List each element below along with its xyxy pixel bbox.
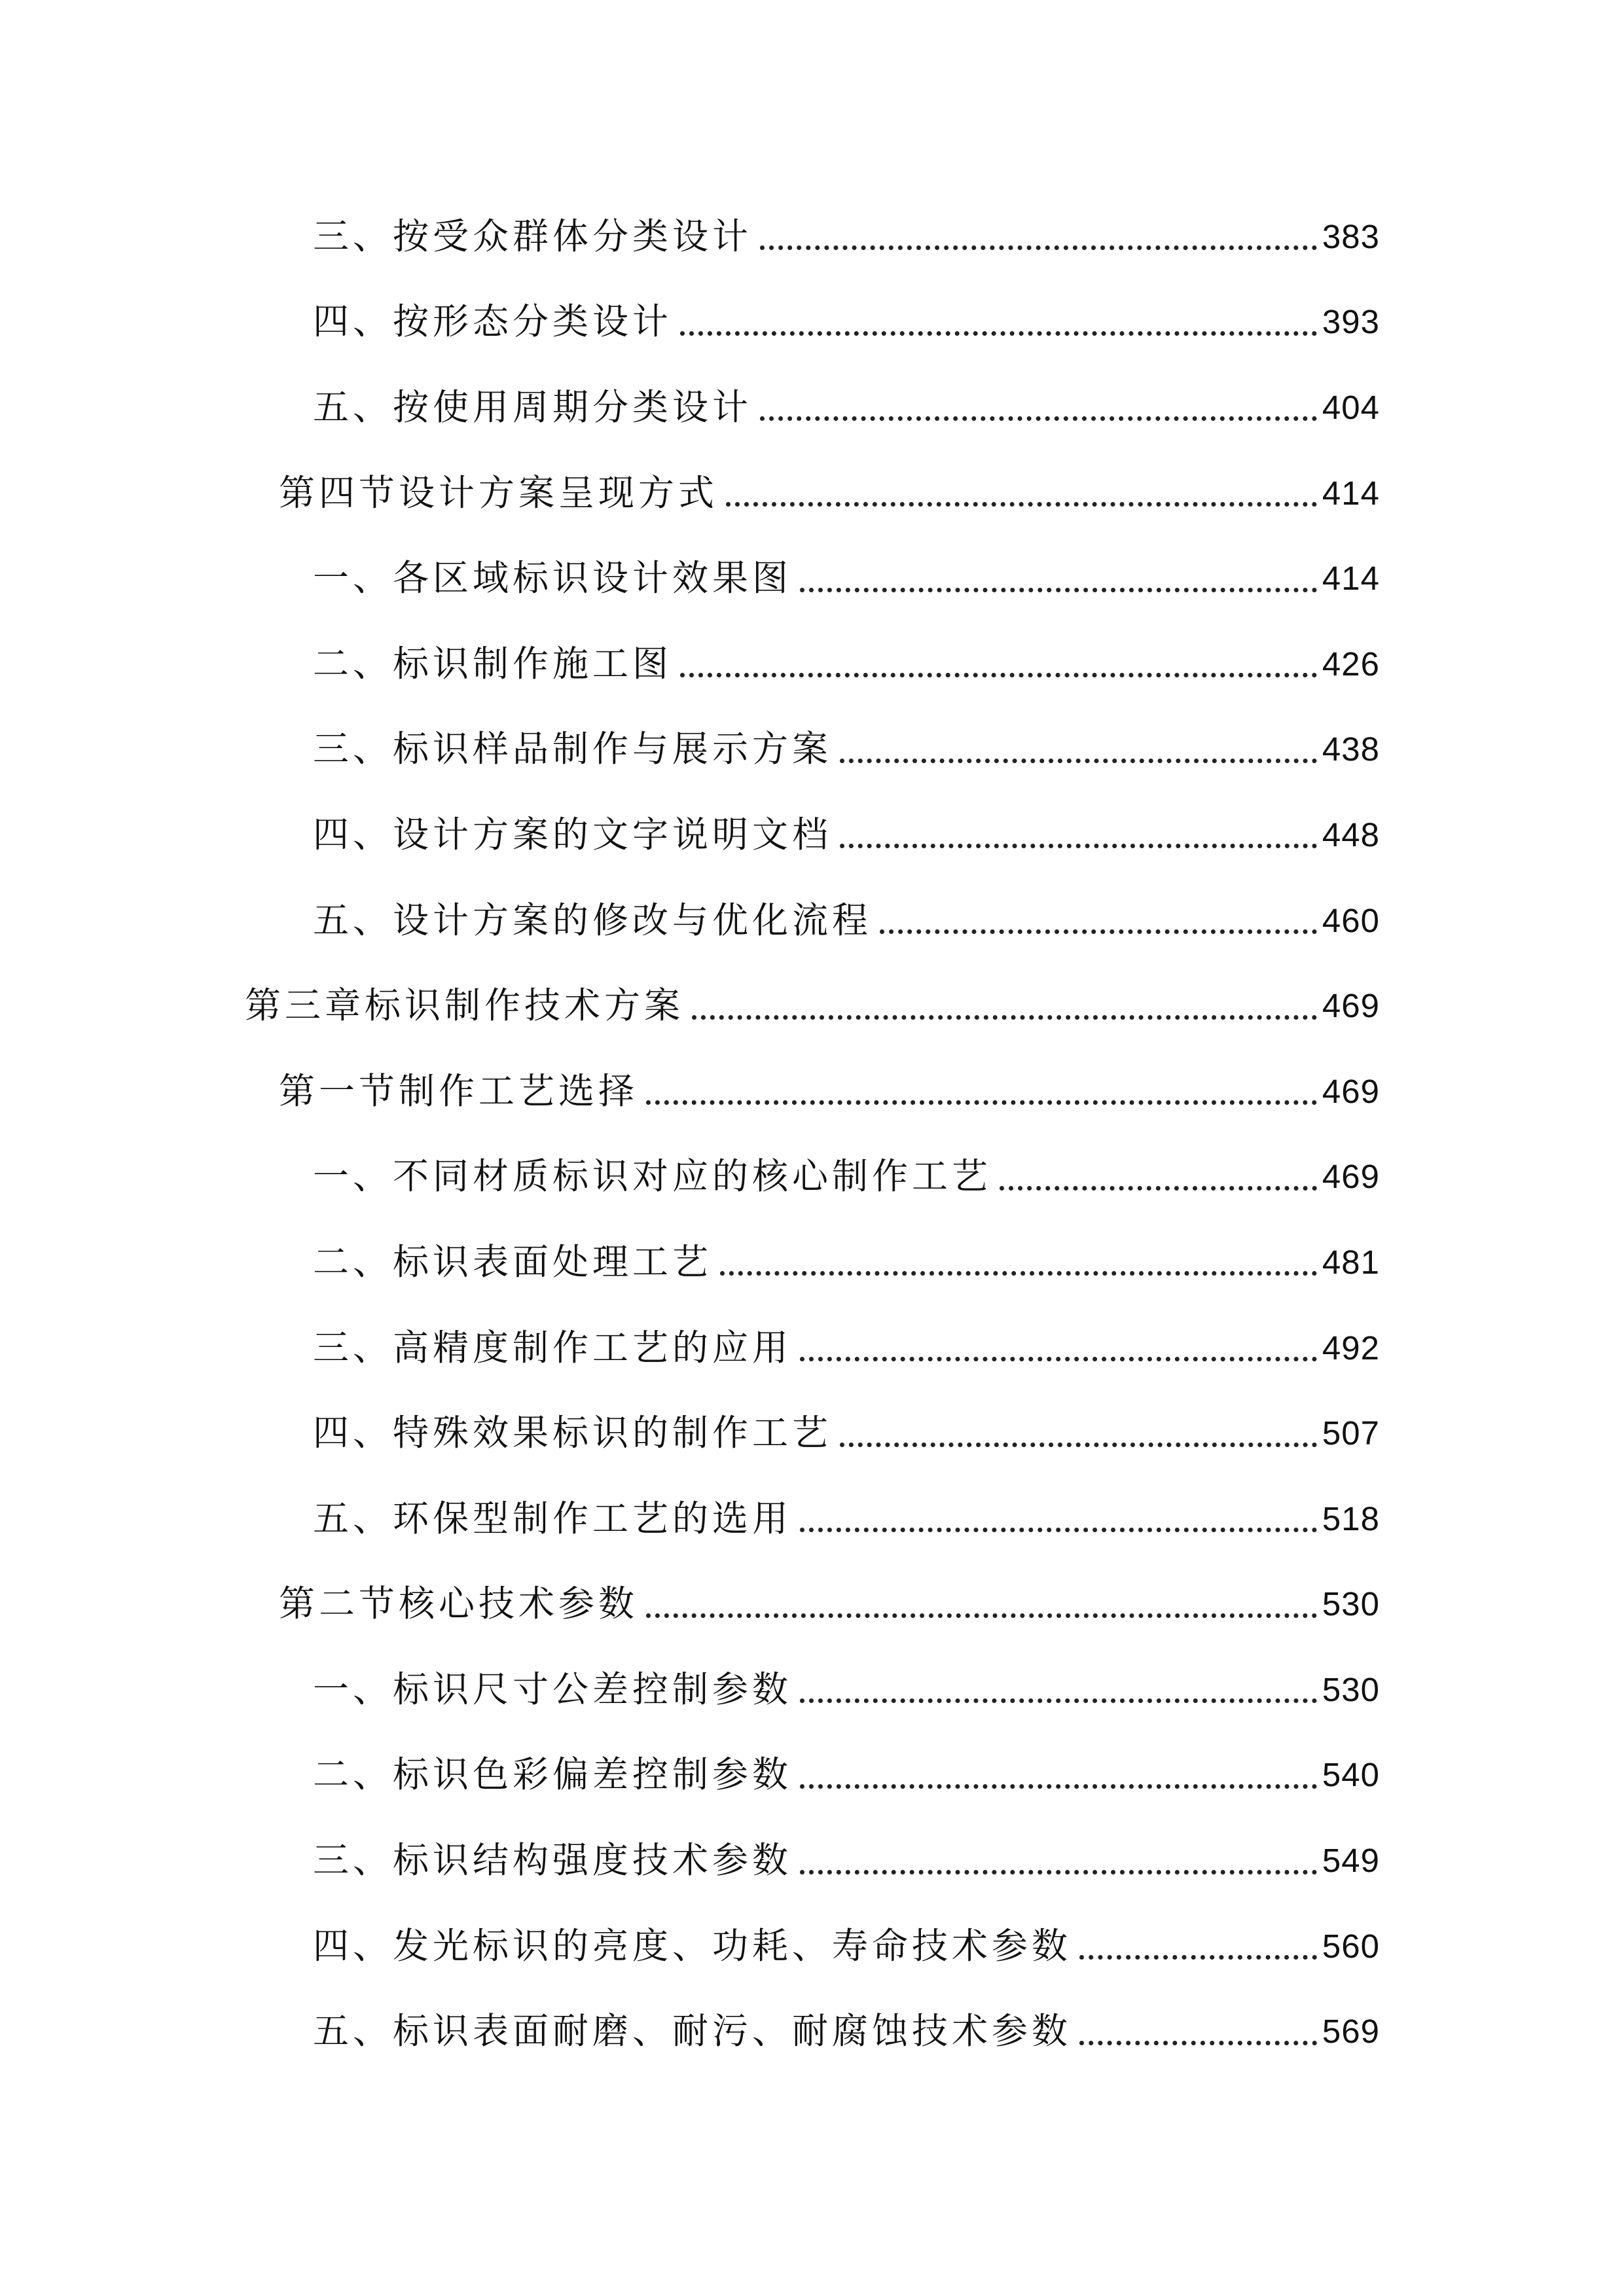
toc-entry-title: 三、按受众群体分类设计 [313,215,753,257]
toc-page-number: 448 [1322,816,1380,853]
toc-page-number: 404 [1322,388,1380,426]
toc-dot-leader [800,1748,1317,1789]
toc-entry-title: 四、特殊效果标识的制作工艺 [313,1412,833,1454]
toc-dot-leader [880,893,1317,934]
toc-entry-title: 三、标识结构强度技术参数 [313,1839,793,1882]
toc-dot-leader [840,808,1317,848]
toc-entry-title: 一、标识尺寸公差控制参数 [313,1668,793,1710]
toc-dot-leader [800,1662,1317,1703]
toc-page-number: 518 [1322,1499,1380,1537]
toc-entry[interactable] [0,450,1624,536]
toc-entry[interactable] [0,1476,1624,1562]
toc-entry-title: 四、发光标识的亮度、功耗、寿命技术参数 [313,1924,1072,1967]
toc-entry[interactable] [0,279,1624,365]
toc-entry[interactable] [0,1134,1624,1220]
toc-entry[interactable] [0,878,1624,963]
toc-entry-title: 四、设计方案的文字说明文档 [313,813,833,855]
toc-entry-title: 五、设计方案的修改与优化流程 [313,899,873,941]
toc-dot-leader [726,466,1317,507]
toc-entry-title: 二、标识色彩偏差控制参数 [313,1753,793,1796]
toc-entry[interactable] [0,621,1624,707]
toc-dot-leader [1079,1919,1317,1960]
toc-entry-title: 二、标识表面处理工艺 [313,1240,713,1283]
toc-entry-title: 第四节设计方案呈现方式 [279,471,719,514]
toc-entry[interactable] [0,1647,1624,1732]
toc-entry[interactable] [0,1219,1624,1305]
toc-entry-title: 第三章标识制作技术方案 [245,984,685,1027]
toc-entry-title: 一、不同材质标识对应的核心制作工艺 [313,1155,992,1198]
toc-entry[interactable] [0,707,1624,793]
toc-entry[interactable] [0,1732,1624,1818]
toc-page-number: 481 [1322,1243,1380,1281]
toc-entry-title: 第一节制作工艺选择 [279,1069,639,1112]
toc-dot-leader [800,1492,1317,1532]
toc-entry-title: 二、标识制作施工图 [313,642,673,685]
toc-page-number: 460 [1322,901,1380,939]
toc-page-number: 530 [1322,1670,1380,1708]
toc-dot-leader [646,1064,1317,1105]
toc-dot-leader [692,979,1317,1020]
toc-entry[interactable] [0,1390,1624,1476]
toc-page-number: 492 [1322,1329,1380,1367]
toc-entry-title: 三、高精度制作工艺的应用 [313,1326,793,1369]
toc-page-number: 414 [1322,474,1380,512]
toc-dot-leader [800,552,1317,592]
toc-page-number: 569 [1322,2013,1380,2051]
toc-page-number: 438 [1322,730,1380,768]
toc-entry[interactable] [0,792,1624,878]
toc-entry-title: 五、环保型制作工艺的选用 [313,1497,793,1539]
toc-entry-title: 五、标识表面耐磨、耐污、耐腐蚀技术参数 [313,2010,1072,2053]
toc-page-number: 469 [1322,1158,1380,1196]
toc-entry[interactable] [0,1988,1624,2074]
toc-dot-leader [800,1321,1317,1361]
toc-page-number: 414 [1322,560,1380,598]
toc-dot-leader [1079,2005,1317,2045]
toc-page-number: 469 [1322,1072,1380,1110]
toc-page-number: 469 [1322,987,1380,1025]
toc-page-number: 560 [1322,1927,1380,1965]
toc-dot-leader [720,1235,1317,1276]
toc-entry[interactable] [0,194,1624,279]
toc-entry-title: 三、标识样品制作与展示方案 [313,728,833,770]
toc-entry[interactable] [0,1049,1624,1134]
toc-entry[interactable] [0,365,1624,450]
toc-entry-title: 四、按形态分类设计 [313,300,673,343]
toc-dot-leader [680,295,1317,336]
toc-page-number: 383 [1322,217,1380,255]
toc-dot-leader [800,1834,1317,1874]
toc-entry[interactable] [0,535,1624,621]
toc-page-number: 426 [1322,645,1380,683]
toc-page-number: 530 [1322,1585,1380,1623]
toc-entry[interactable] [0,1562,1624,1647]
toc-entry[interactable] [0,1305,1624,1391]
table-of-contents [0,194,1624,2074]
toc-page-number: 549 [1322,1842,1380,1880]
toc-dot-leader [840,1407,1317,1447]
toc-entry[interactable] [0,1818,1624,1903]
toc-entry-title: 五、按使用周期分类设计 [313,386,753,428]
toc-dot-leader [760,380,1317,421]
toc-dot-leader [1000,1150,1317,1191]
toc-entry[interactable] [0,963,1624,1049]
toc-page-number: 393 [1322,303,1380,341]
toc-dot-leader [680,637,1317,677]
toc-dot-leader [840,723,1317,763]
toc-entry-title: 第二节核心技术参数 [279,1583,639,1625]
toc-entry[interactable] [0,1903,1624,1989]
toc-page-number: 507 [1322,1414,1380,1452]
toc-page-number: 540 [1322,1756,1380,1794]
toc-dot-leader [760,209,1317,250]
toc-dot-leader [646,1577,1317,1618]
toc-entry-title: 一、各区域标识设计效果图 [313,557,793,600]
